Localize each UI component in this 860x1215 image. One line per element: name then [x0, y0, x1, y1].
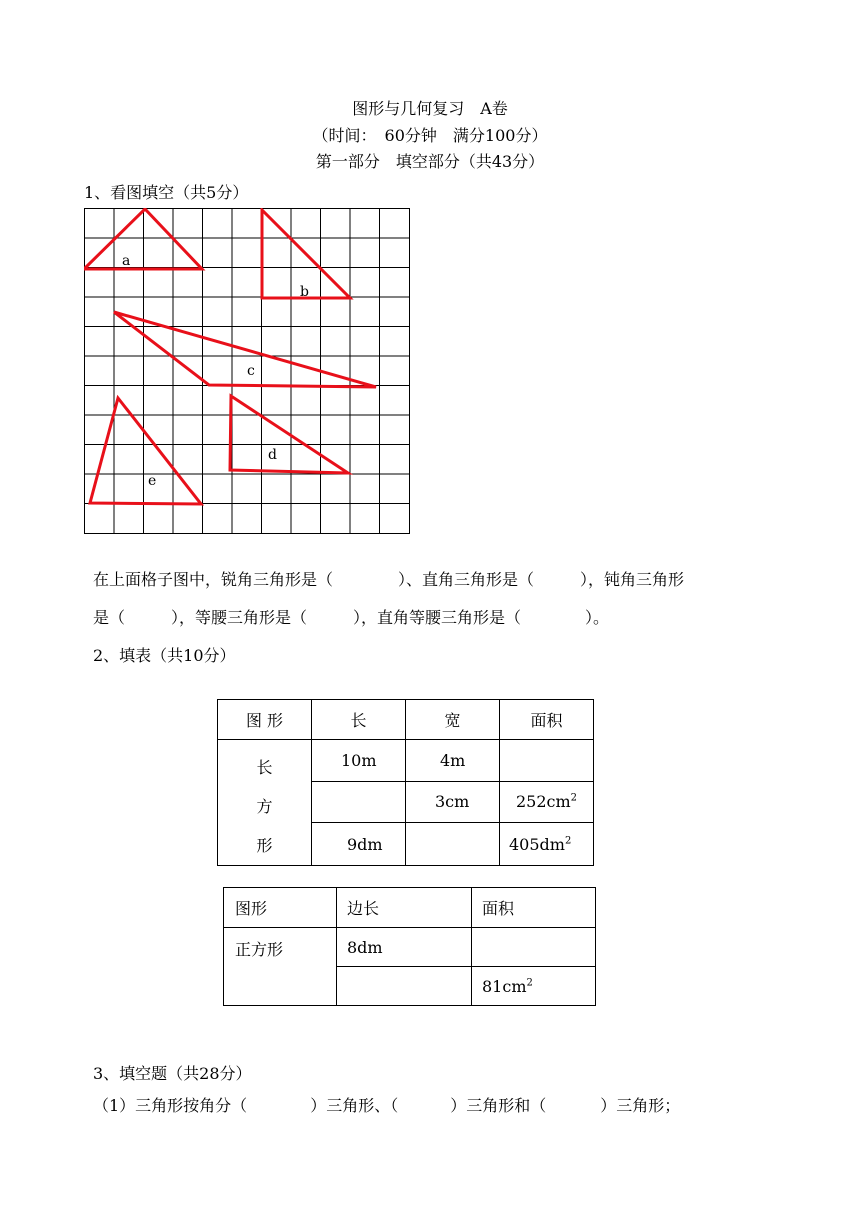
- square-table: [223, 887, 596, 1006]
- text-segment: ）三角形；: [600, 1096, 681, 1115]
- part-title: 第一部分 填空部分（共43分）: [315, 152, 545, 171]
- text-segment: 是（: [93, 608, 126, 627]
- cell-area[interactable]: [500, 823, 594, 866]
- triangle-grid: [84, 208, 412, 536]
- text-segment: ）。: [585, 608, 610, 627]
- cell-area[interactable]: [472, 928, 596, 967]
- cell-length[interactable]: 10m: [312, 740, 406, 782]
- label-b: b: [300, 284, 309, 300]
- header-shape: 图 形: [218, 700, 312, 740]
- question-3-item-1: [93, 1093, 680, 1116]
- text-segment: ）三角形和（: [450, 1096, 547, 1115]
- triangle-e: [90, 398, 201, 504]
- area-exponent: 2: [570, 793, 578, 805]
- label-a: a: [122, 253, 131, 269]
- cell-width[interactable]: 3cm: [406, 781, 500, 823]
- question-1-line-2: [93, 605, 609, 628]
- text-segment: （1）三角形按角分（: [93, 1096, 248, 1115]
- text-segment: 在上面格子图中，锐角三角形是（: [93, 570, 334, 589]
- header-length: 长: [312, 700, 406, 740]
- cell-length[interactable]: [312, 781, 406, 823]
- label-e: e: [148, 473, 157, 489]
- page-title: 图形与几何复习 A卷: [352, 99, 508, 118]
- rectangle-table: [217, 699, 594, 866]
- question-2-heading: 2、填表（共10分）: [93, 646, 236, 665]
- cell-area[interactable]: [500, 781, 594, 823]
- text-segment: ），等腰三角形是（: [171, 608, 308, 627]
- header-side: 边长: [337, 888, 472, 928]
- label-c: c: [247, 363, 255, 379]
- time-info: （时间： 60分钟 满分100分）: [312, 126, 548, 145]
- area-exponent: 2: [526, 977, 533, 989]
- triangle-c: [114, 312, 376, 387]
- cell-area[interactable]: [500, 740, 594, 782]
- header-area: 面积: [500, 700, 594, 740]
- cell-side[interactable]: [337, 967, 472, 1006]
- cell-width[interactable]: 4m: [406, 740, 500, 782]
- text-segment: ），直角等腰三角形是（: [353, 608, 522, 627]
- label-d: d: [268, 447, 277, 463]
- cell-area[interactable]: [472, 967, 596, 1006]
- question-3-heading: 3、填空题（共28分）: [93, 1064, 252, 1083]
- area-exponent: 2: [564, 835, 572, 847]
- shape-char: 方: [256, 797, 273, 816]
- text-segment: ）、直角三角形是（: [398, 570, 535, 589]
- shape-char: 形: [256, 836, 273, 855]
- area-value: 405dm: [509, 834, 565, 854]
- cell-side[interactable]: 8dm: [337, 928, 472, 967]
- shape-cell-square: 正方形: [224, 928, 337, 1006]
- area-value: 81cm: [482, 976, 527, 996]
- text-segment: ），钝角三角形: [580, 570, 685, 589]
- text-segment: ）三角形、（: [310, 1096, 399, 1115]
- header-width: 宽: [406, 700, 500, 740]
- question-1-heading: 1、看图填空（共5分）: [84, 183, 249, 202]
- header-shape: 图形: [224, 888, 337, 928]
- header-area: 面积: [472, 888, 596, 928]
- cell-width[interactable]: [406, 823, 500, 866]
- triangle-d: [230, 396, 348, 473]
- area-value: 252cm: [516, 792, 571, 812]
- shape-cell-rectangle: [218, 740, 312, 866]
- question-1-line-1: [93, 567, 684, 590]
- cell-length[interactable]: 9dm: [312, 823, 406, 866]
- shape-char: 长: [256, 758, 273, 777]
